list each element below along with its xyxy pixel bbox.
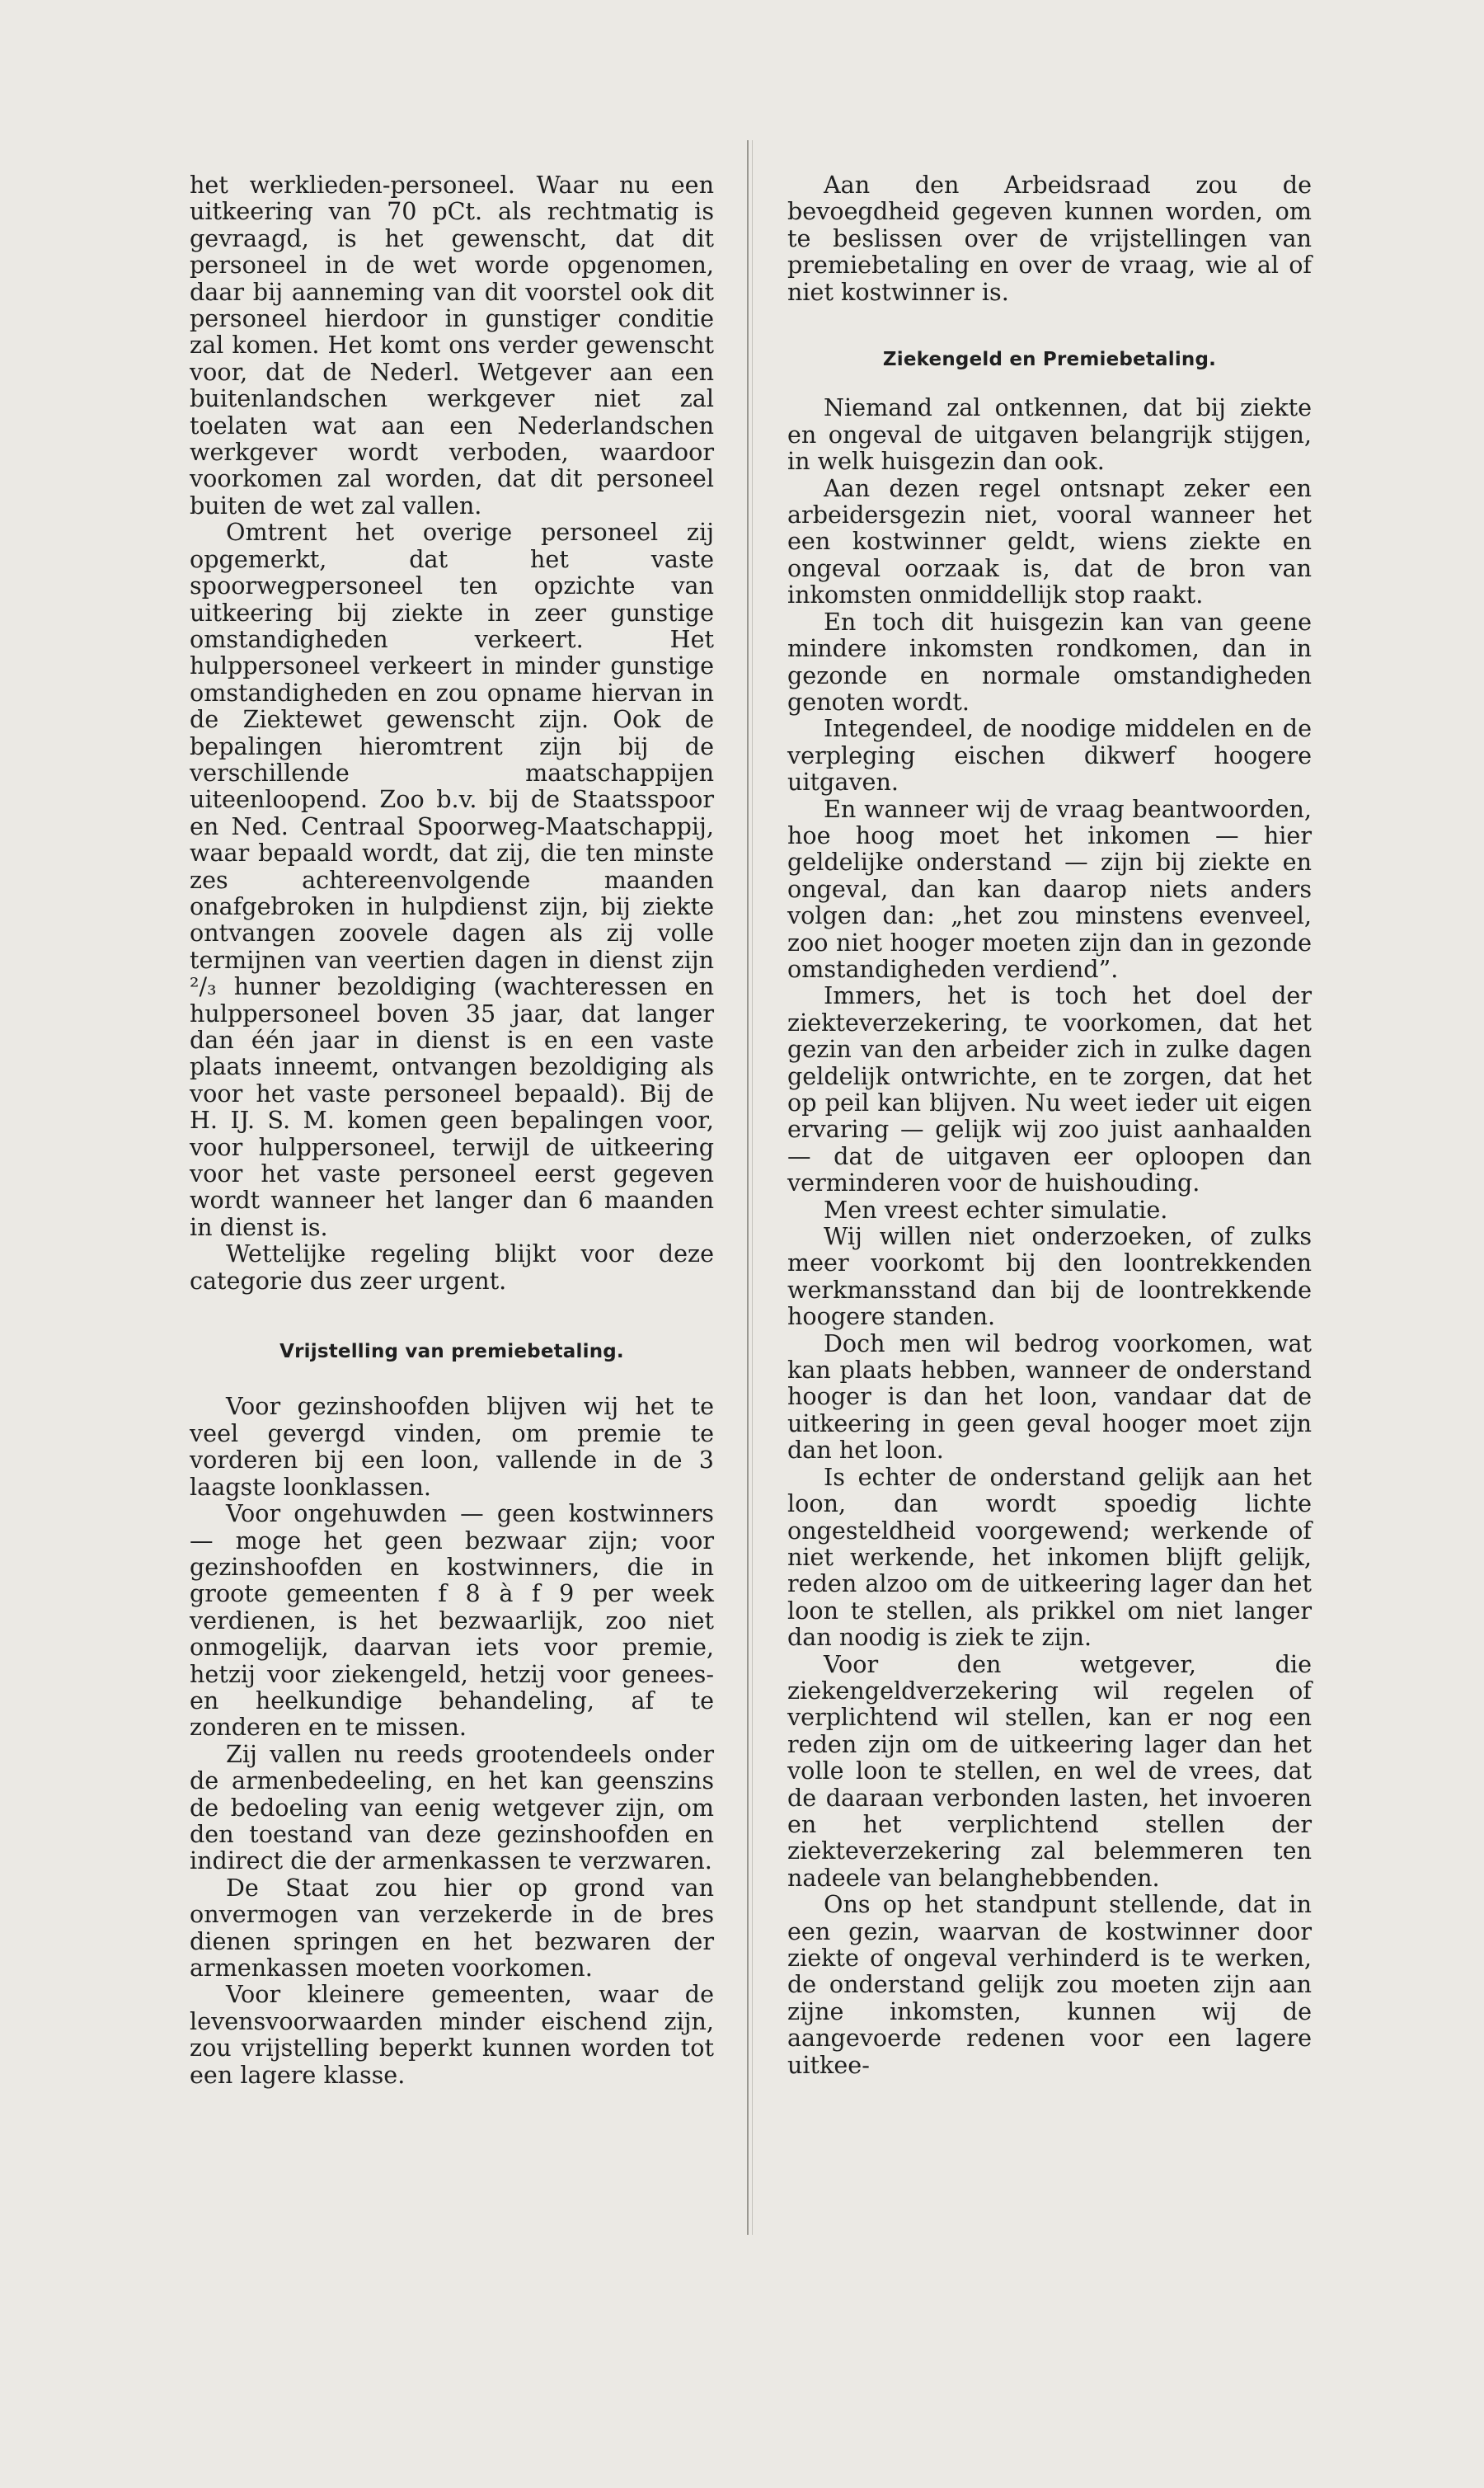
section-heading-vrijstelling: Vrijstelling van premiebetaling. <box>279 1341 624 1363</box>
left-column <box>190 172 714 2088</box>
paragraph: Zij vallen nu reeds grootendeels onder de armenbedeeling, en het kan geenszins de bedoeling van eenig wetgever zijn, om den toestand van deze gezinshoofden en indirect die der armenkassen te verzwaren. <box>190 1739 714 1875</box>
paragraph: De Staat zou hier op grond van onvermogen van verzekerde in de bres dienen springen en het bezwaren der armenkassen moeten voorkomen. <box>190 1873 714 1982</box>
paragraph: Men vreest echter simulatie. <box>824 1195 1168 1224</box>
paragraph: Aan den Arbeidsraad zou de bevoegdheid gegeven kunnen worden, om te beslissen over de vrijstellingen van premiebetaling en over de vraag, wie al of niet kostwinner is. <box>787 171 1312 306</box>
paragraph: Voor ongehuwden — geen kostwinners — moge het geen bezwaar zijn; voor gezinshoofden en kostwinners, die in groote gemeenten f 8 à f 9 per week verdienen, is het bezwaarlijk, zoo niet onmogelijk, daarvan iets voor premie, hetzij voor ziekengeld, hetzij voor genees- en heelkundige behandeling, af te zonderen en te missen. <box>190 1499 714 1742</box>
paragraph: Voor kleinere gemeenten, waar de levensvoorwaarden minder eischend zijn, zou vrijstelling beperkt kunnen worden tot een lagere klasse. <box>190 1980 714 2089</box>
right-column <box>787 172 1312 2078</box>
paragraph: Is echter de onderstand gelijk aan het loon, dan wordt spoedig lichte ongesteldheid voorgewend; werkende of niet werkende, het inkomen blijft gelijk, reden alzoo om de uitkeering lager dan het loon te stellen, als prikkel om niet langer dan noodig is ziek te zijn. <box>787 1462 1312 1652</box>
paragraph: Integendeel, de noodige middelen en de verpleging eischen dikwerf hoogere uitgaven. <box>787 714 1312 797</box>
paragraph: Wij willen niet onderzoeken, of zulks meer voorkomt bij den loontrekkenden werkmansstand dan bij de loontrekkende hoogere standen. <box>787 1222 1312 1331</box>
paragraph: Ons op het standpunt stellende, dat in een gezin, waarvan de kostwinner door ziekte of ongeval verhinderd is te werken, de onderstand gelijk zou moeten zijn aan zijne inkomsten, kunnen wij de aangevoerde redenen voor een lagere uitkee- <box>787 1890 1312 2079</box>
paragraph: Voor gezinshoofden blijven wij het te veel gevergd vinden, om premie te vorderen bij een loon, vallende in de 3 laagste loonklassen. <box>190 1392 714 1501</box>
paragraph: het werklieden-personeel. Waar nu een uitkeering van 70 pCt. als rechtmatig is gevraagd, is het gewenscht, dat dit personeel in de wet worde opgenomen, daar bij aanneming van dit voorstel ook dit personeel hierdoor in gunstiger conditie zal komen. Het komt ons verder gewenscht voor, dat de Nederl. Wetgever aan een buitenlandschen werkgever niet zal toelaten wat aan een Nederlandschen werkgever wordt verboden, waardoor voorkomen zal worden, dat dit personeel buiten de wet zal vallen. <box>190 171 714 520</box>
column-divider-secondary <box>752 140 753 2235</box>
paragraph: Doch men wil bedrog voorkomen, wat kan plaats hebben, wanneer de onderstand hooger is dan het loon, vandaar dat de uitkeering in geen geval hooger moet zijn dan het loon. <box>787 1329 1312 1465</box>
paragraph: Aan dezen regel ontsnapt zeker een arbeidersgezin niet, vooral wanneer het een kostwinner geldt, wiens ziekte en ongeval oorzaak is, dat de bron van inkomsten onmiddellijk stop raakt. <box>787 473 1312 609</box>
paragraph: Immers, het is toch het doel der ziekteverzekering, te voorkomen, dat het gezin van den arbeider zich in zulke dagen geldelijk ontwrichte, en te zorgen, dat het op peil kan blijven. Nu weet ieder uit eigen ervaring — gelijk wij zoo juist aanhaalden — dat de uitgaven eer oploopen dan verminderen voor de huishouding. <box>787 981 1312 1197</box>
paragraph: En wanneer wij de vraag beantwoorden, hoe hoog moet het inkomen — hier geldelijke onderstand — zijn bij ziekte en ongeval, dan kan daarop niets anders volgen dan: „het zou minstens evenveel, zoo niet hooger moeten zijn dan in gezonde omstandigheden verdiend”. <box>787 794 1312 983</box>
paragraph: Voor den wetgever, die ziekengeldverzekering wil regelen of verplichtend wil stellen, kan er nog een reden zijn om de uitkeering lager dan het volle loon te stellen, en wel de vrees, dat de daaraan verbonden lasten, het invoeren en het verplichtend stellen der ziekteverzekering zal belemmeren ten nadeele van belanghebbenden. <box>787 1649 1312 1892</box>
paragraph: En toch dit huisgezin kan van geene mindere inkomsten rondkomen, dan in gezonde en normale omstandigheden genoten wordt. <box>787 607 1312 716</box>
paragraph: Niemand zal ontkennen, dat bij ziekte en ongeval de uitgaven belangrijk stijgen, in welk huisgezin dan ook. <box>787 393 1312 476</box>
column-divider <box>747 140 749 2235</box>
paragraph: Wettelijke regeling blijkt voor deze categorie dus zeer urgent. <box>190 1239 714 1295</box>
paragraph: Omtrent het overige personeel zij opgemerkt, dat het vaste spoorwegpersoneel ten opzichte van uitkeering bij ziekte in zeer gunstige omstandigheden verkeert. Het hulppersoneel verkeert in minder gunstige omstandigheden en zou opname hiervan in de Ziektewet gewenscht zijn. Ook de bepalingen hieromtrent zijn bij de verschillende maatschappijen uiteenloopend. Zoo b.v. bij de Staatsspoor en Ned. Centraal Spoorweg-Maatschappij, waar bepaald wordt, dat zij, die ten minste zes achtereenvolgende maanden onafgebroken in hulpdienst zijn, bij ziekte ontvangen zoovele dagen als zij volle termijnen van veertien dagen in dienst zijn ²/₃ hunner bezoldiging (wachteressen en hulppersoneel boven 35 jaar, dat langer dan één jaar in dienst is en een vaste plaats inneemt, ontvangen bezoldiging als voor het vaste personeel bepaald). Bij de H. IJ. S. M. komen geen bepalingen voor, voor hulppersoneel, terwijl de uitkeering voor het vaste personeel eerst gegeven wordt wanneer het langer dan 6 maanden in dienst is. <box>190 518 714 1241</box>
section-heading-ziekengeld: Ziekengeld en Premiebetaling. <box>882 349 1217 371</box>
